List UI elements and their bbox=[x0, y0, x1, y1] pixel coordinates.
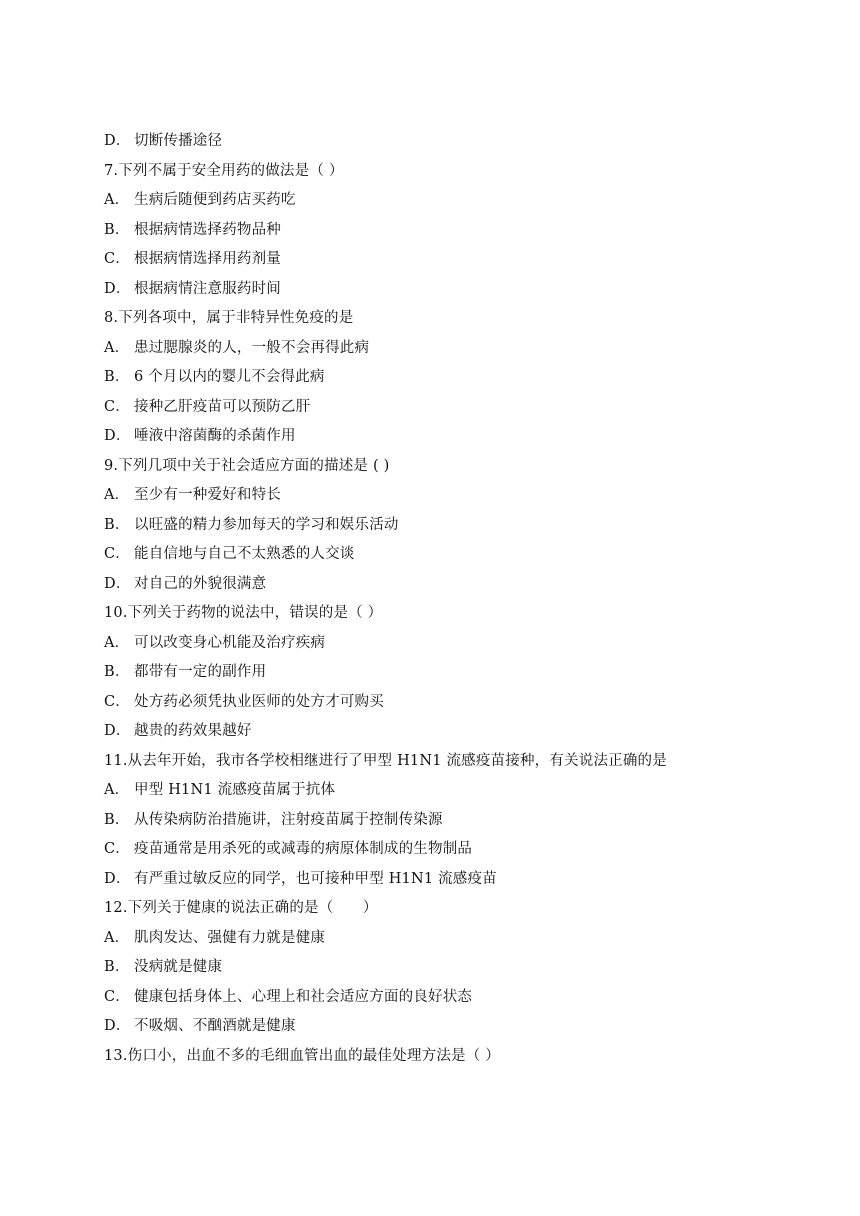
option-text: 以旺盛的精力参加每天的学习和娱乐活动 bbox=[134, 516, 399, 533]
option-text: 处方药必须凭执业医师的处方才可购买 bbox=[134, 693, 384, 710]
option-letter: C． bbox=[104, 988, 130, 1005]
question-stem bbox=[104, 747, 784, 777]
option-text: 根据病情选择用药剂量 bbox=[134, 251, 281, 267]
option-text: 6 个月以内的婴儿不会得此病 bbox=[134, 369, 325, 385]
option-text: 没病就是健康 bbox=[134, 959, 223, 975]
question-stem bbox=[104, 157, 784, 187]
question-stem bbox=[104, 599, 784, 629]
option-text: 都带有一定的副作用 bbox=[134, 664, 267, 680]
option-letter: D． bbox=[104, 280, 131, 297]
question-list bbox=[104, 127, 784, 1071]
answer-option bbox=[104, 245, 784, 275]
option-text: 从传染病防治措施讲，注射疫苗属于控制传染源 bbox=[134, 811, 443, 828]
option-letter: D． bbox=[104, 1018, 131, 1034]
answer-option bbox=[104, 334, 784, 364]
option-text: 唾液中溶菌酶的杀菌作用 bbox=[134, 428, 296, 444]
question-text: 8.下列各项中，属于非特异性免疫的是 bbox=[104, 310, 354, 326]
answer-option bbox=[104, 658, 784, 688]
question-stem bbox=[104, 304, 784, 334]
answer-option bbox=[104, 570, 784, 600]
option-letter: B． bbox=[104, 664, 130, 680]
answer-option bbox=[104, 629, 784, 659]
option-letter: B． bbox=[104, 811, 130, 828]
option-text: 可以改变身心机能及治疗疾病 bbox=[134, 634, 326, 651]
option-letter: A． bbox=[104, 192, 130, 208]
answer-option bbox=[104, 983, 784, 1013]
question-text: 10.下列关于药物的说法中，错误的是（ ） bbox=[104, 605, 383, 621]
option-text: 接种乙肝疫苗可以预防乙肝 bbox=[134, 398, 311, 415]
option-text: 有严重过敏反应的同学，也可接种甲型 H1N1 流感疫苗 bbox=[134, 870, 497, 887]
answer-option bbox=[104, 688, 784, 718]
option-letter: C． bbox=[104, 251, 130, 267]
answer-option bbox=[104, 540, 784, 570]
answer-option bbox=[104, 127, 784, 157]
option-letter: B． bbox=[104, 516, 130, 533]
answer-option bbox=[104, 717, 784, 747]
option-letter: D． bbox=[104, 870, 131, 887]
question-text: 12.下列关于健康的说法正确的是（ ） bbox=[104, 900, 378, 916]
option-letter: D． bbox=[104, 723, 131, 739]
option-text: 疫苗通常是用杀死的或减毒的病原体制成的生物制品 bbox=[134, 841, 473, 857]
question-stem bbox=[104, 894, 784, 924]
option-text: 患过腮腺炎的人，一般不会再得此病 bbox=[134, 339, 370, 356]
option-letter: C． bbox=[104, 693, 130, 710]
answer-option bbox=[104, 393, 784, 423]
option-letter: B． bbox=[104, 369, 130, 385]
option-letter: C． bbox=[104, 841, 130, 857]
answer-option bbox=[104, 216, 784, 246]
option-text: 至少有一种爱好和特长 bbox=[134, 487, 281, 503]
question-stem bbox=[104, 452, 784, 482]
answer-option bbox=[104, 481, 784, 511]
option-text: 甲型 H1N1 流感疫苗属于抗体 bbox=[134, 782, 336, 798]
answer-option bbox=[104, 953, 784, 983]
answer-option bbox=[104, 865, 784, 895]
option-letter: A． bbox=[104, 929, 130, 946]
answer-option bbox=[104, 275, 784, 305]
answer-option bbox=[104, 924, 784, 954]
question-text: 13.伤口小，出血不多的毛细血管出血的最佳处理方法是（ ） bbox=[104, 1047, 500, 1064]
answer-option bbox=[104, 776, 784, 806]
question-text: 9.下列几项中关于社会适应方面的描述是 ( ) bbox=[104, 457, 390, 474]
option-text: 健康包括身体上、心理上和社会适应方面的良好状态 bbox=[134, 988, 473, 1005]
option-letter: C． bbox=[104, 398, 130, 415]
option-text: 越贵的药效果越好 bbox=[134, 723, 252, 739]
answer-option bbox=[104, 186, 784, 216]
option-letter: A． bbox=[104, 339, 130, 356]
answer-option bbox=[104, 422, 784, 452]
answer-option bbox=[104, 806, 784, 836]
option-letter: A． bbox=[104, 782, 130, 798]
answer-option bbox=[104, 511, 784, 541]
answer-option bbox=[104, 363, 784, 393]
answer-option bbox=[104, 835, 784, 865]
option-text: 根据病情选择药物品种 bbox=[134, 221, 281, 238]
option-letter: A． bbox=[104, 487, 130, 503]
answer-option bbox=[104, 1012, 784, 1042]
option-text: 能自信地与自己不太熟悉的人交谈 bbox=[134, 546, 355, 562]
option-text: 根据病情注意服药时间 bbox=[134, 280, 281, 297]
option-letter: D． bbox=[104, 575, 131, 592]
option-text: 生病后随便到药店买药吃 bbox=[134, 192, 296, 208]
option-text: 肌肉发达、强健有力就是健康 bbox=[134, 929, 326, 946]
option-letter: C． bbox=[104, 546, 130, 562]
question-stem bbox=[104, 1042, 784, 1072]
option-letter: B． bbox=[104, 221, 130, 238]
option-letter: B． bbox=[104, 959, 130, 975]
option-text: 切断传播途径 bbox=[134, 133, 223, 149]
option-letter: D． bbox=[104, 428, 131, 444]
option-text: 不吸烟、不酗酒就是健康 bbox=[134, 1018, 296, 1034]
option-letter: A． bbox=[104, 634, 130, 651]
option-letter: D． bbox=[104, 133, 131, 149]
option-text: 对自己的外貌很满意 bbox=[134, 575, 267, 592]
question-text: 7.下列不属于安全用药的做法是（ ） bbox=[104, 162, 344, 179]
question-text: 11.从去年开始，我市各学校相继进行了甲型 H1N1 流感疫苗接种，有关说法正确的是 bbox=[104, 752, 667, 769]
